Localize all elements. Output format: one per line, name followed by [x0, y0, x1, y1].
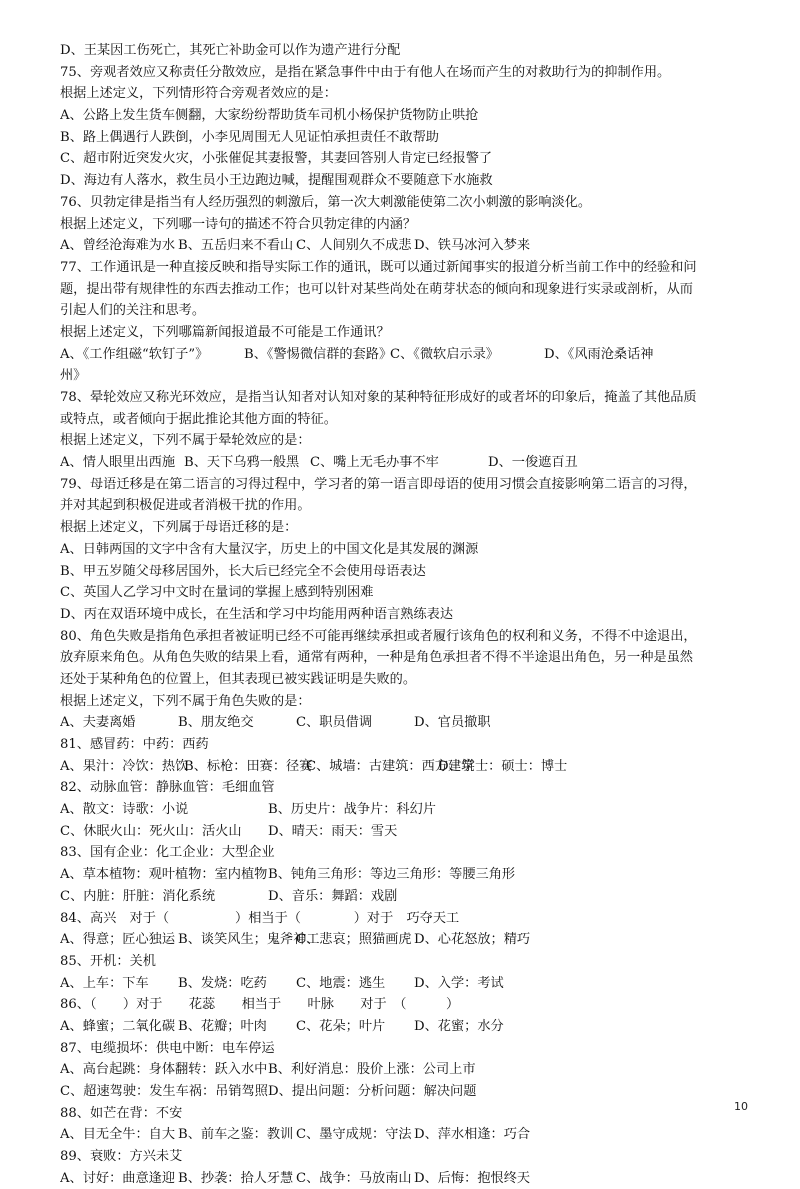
option-text: C、墨守成规：守法	[296, 1127, 412, 1143]
option-text: C、职员借调	[296, 715, 373, 731]
text-line: 根据上述定义，下列不属于晕轮效应的是：	[60, 433, 311, 449]
option-text: A、散文：诗歌：小说	[60, 802, 189, 818]
text-line: 或特点，或者倾向于据此推论其他方面的特征。	[60, 411, 337, 427]
text-line: 引起人们的关注和思考。	[60, 303, 206, 319]
text-line: 86、（ ）对于 花蕊 相当于 叶脉 对于 （ ）	[60, 997, 460, 1013]
text-line: 76、贝勃定律是指当有人经历强烈的刺激后，第一次大刺激能使第二次小刺激的影响淡化。	[60, 194, 592, 210]
text-line: 78、晕轮效应又称光环效应，是指当认知者对认知对象的某种特征形成好的或者坏的印象后，掩盖了其他品质	[60, 390, 697, 405]
text-line: 87、电缆损坏：供电中断：电车停运	[60, 1040, 275, 1056]
option-text: C、超速驾驶：发生车祸：吊销驾照	[60, 1084, 268, 1099]
option-text: D、铁马冰河入梦来	[414, 238, 531, 254]
option-row	[60, 1059, 760, 1081]
text-line: C、超市附近突发火灾，小张催促其妻报警，其妻回答别人肯定已经报警了	[60, 151, 493, 167]
option-row	[60, 1168, 760, 1189]
option-text: C、休眠火山：死火山：活火山	[60, 823, 242, 839]
option-text: D、入学：考试	[414, 975, 504, 991]
option-text: B、朋友绝交	[178, 715, 254, 731]
option-text: D、音乐：舞蹈：戏剧	[268, 888, 398, 904]
text-line: 题，提出带有规律性的东西去推动工作；也可以针对某些尚处在萌芽状态的倾向和现象进行实录或剖析，从而	[60, 281, 693, 297]
option-row	[60, 1081, 760, 1103]
page-number: 10	[734, 1100, 748, 1113]
text-line: 还处于某种角色的位置上，但其表现已被实践证明是失败的。	[60, 671, 417, 687]
text-line: 75、旁观者效应又称责任分散效应，是指在紧急事件中由于有他人在场而产生的对救助行为的抑制作用。	[60, 64, 671, 80]
option-row	[60, 1016, 760, 1038]
text-line: 根据上述定义，下列情形符合旁观者效应的是：	[60, 86, 337, 102]
option-text: C、战争：马放南山	[296, 1170, 412, 1186]
option-text: C、《微软启示录》	[390, 346, 499, 362]
option-text: D、萍水相逢：巧合	[414, 1127, 531, 1143]
text-line: 83、国有企业：化工企业：大型企业	[60, 845, 275, 861]
text-line: 81、感冒药：中药：西药	[60, 737, 209, 752]
text-line: 根据上述定义，下列属于母语迁移的是：	[60, 520, 298, 536]
option-text: D、花蜜；水分	[414, 1018, 504, 1034]
text-line: 80、角色失败是指角色承担者被证明已经不可能再继续承担或者履行该角色的权利和义务，不得不中途退出，	[60, 628, 697, 644]
option-text: B、五岳归来不看山	[178, 238, 294, 254]
option-row	[60, 886, 760, 908]
option-row	[60, 712, 760, 734]
text-line: D、王某因工伤死亡，其死亡补助金可以作为遗产进行分配	[60, 43, 401, 58]
option-text: B、利好消息：股价上涨：公司上市	[268, 1062, 476, 1078]
text-line: 79、母语迁移是在第二语言的习得过程中，学习者的第一语言即母语的使用习惯会直接影响第二语言的习得，	[60, 476, 697, 492]
option-text: A、高台起跳：身体翻转：跃入水中	[60, 1062, 268, 1078]
option-row	[60, 973, 760, 995]
text-line: 根据上述定义，下列哪一诗句的描述不符合贝勃定律的内涵？	[60, 216, 417, 232]
text-line: B、路上偶遇行人跌倒，小李见周围无人见证怕承担责任不敢帮助	[60, 129, 439, 145]
option-text: C、悲哀；照猫画虎	[296, 932, 412, 948]
option-text: B、标枪：田赛：径赛	[184, 758, 313, 774]
option-text: D、一俊遮百丑	[488, 455, 578, 471]
text-line: 根据上述定义，下列不属于角色失败的是：	[60, 693, 311, 709]
option-text: D、晴天：雨天：雪天	[268, 823, 398, 839]
text-line: 州》	[60, 368, 87, 384]
text-line: A、公路上发生货车侧翻，大家纷纷帮助货车司机小杨保护货物防止哄抢	[60, 108, 479, 124]
text-line: D、海边有人落水，救生员小王边跑边喊，提醒围观群众不要随意下水施救	[60, 173, 493, 189]
option-text: A、上车：下车	[60, 975, 149, 991]
text-line: 77、工作通讯是一种直接反映和指导实际工作的通讯，既可以通过新闻事实的报道分析当前工作中的经验和问	[60, 259, 697, 275]
option-text: B、天下乌鸦一般黑	[184, 455, 300, 471]
option-text: D、后悔：抱恨终天	[414, 1170, 531, 1186]
option-text: B、钝角三角形：等边三角形：等腰三角形	[268, 867, 516, 883]
option-text: C、城墙：古建筑：西方建筑	[306, 758, 475, 774]
option-text: A、夫妻离婚	[60, 715, 136, 731]
question-text-block	[60, 40, 760, 1189]
option-row	[60, 452, 760, 474]
option-text: A、情人眼里出西施	[60, 455, 176, 471]
option-text: A、曾经沧海难为水	[60, 238, 176, 254]
option-row	[60, 1124, 760, 1146]
text-line: 89、衰败：方兴未艾	[60, 1149, 183, 1165]
option-text: A、《工作组磁“软钉子”》	[60, 346, 209, 362]
option-text: A、蜂蜜；二氧化碳	[60, 1018, 176, 1034]
text-line: B、甲五岁随父母移居国外，长大后已经完全不会使用母语表达	[60, 563, 426, 579]
option-text: C、花朵；叶片	[296, 1018, 386, 1034]
option-text: A、果汁：冷饮：热饮	[60, 758, 189, 774]
text-line: C、英国人乙学习中文时在量词的掌握上感到特别困难	[60, 585, 374, 601]
option-row	[60, 235, 760, 257]
option-row	[60, 344, 760, 366]
option-text: D、学士：硕士：博士	[438, 758, 568, 774]
option-row	[60, 756, 760, 778]
option-text: A、目无全牛：自大	[60, 1127, 176, 1143]
option-text: D、《风雨沧桑话神	[544, 346, 654, 362]
option-text: A、草本植物：观叶植物：室内植物	[60, 867, 268, 883]
option-text: D、心花怒放；精巧	[414, 932, 531, 948]
option-text: C、嘴上无毛办事不牢	[310, 455, 439, 471]
option-text: A、得意；匠心独运	[60, 932, 176, 948]
option-text: B、抄袭：拾人牙慧	[178, 1170, 294, 1186]
option-row	[60, 799, 760, 821]
text-line: 85、开机：关机	[60, 953, 156, 969]
text-line: 根据上述定义，下列哪篇新闻报道最不可能是工作通讯？	[60, 324, 390, 340]
text-line: 88、如芒在背：不安	[60, 1105, 183, 1121]
option-row	[60, 821, 760, 843]
option-text: B、前车之鉴：教训	[178, 1127, 294, 1143]
option-text: B、历史片：战争片：科幻片	[268, 802, 436, 818]
option-text: C、地震：逃生	[296, 975, 386, 991]
text-line: 放弃原来角色。从角色失败的结果上看，通常有两种，一种是角色承担者不得不半途退出角色，另一种是虽然	[60, 650, 693, 666]
text-line: 并对其起到积极促进或者消极干扰的作用。	[60, 498, 311, 514]
option-text: C、内脏：肝脏：消化系统	[60, 888, 216, 904]
option-row	[60, 929, 760, 951]
text-line: D、丙在双语环境中成长，在生活和学习中均能用两种语言熟练表达	[60, 606, 454, 622]
option-text: D、官员撤职	[414, 715, 491, 731]
option-text: D、提出问题：分析问题：解决问题	[268, 1084, 477, 1099]
option-text: C、人间别久不成悲	[296, 238, 412, 254]
option-text: B、《警惕微信群的套路》	[244, 346, 393, 362]
option-text: B、发烧：吃药	[178, 975, 267, 991]
option-text: B、谈笑风生；鬼斧神工	[178, 932, 320, 948]
text-line: 84、高兴 对于（ ）相当于（ ）对于 巧夺天工	[60, 910, 460, 926]
text-line: 82、动脉血管：静脉血管：毛细血管	[60, 780, 275, 796]
text-line: A、日韩两国的文字中含有大量汉字，历史上的中国文化是其发展的渊源	[60, 541, 479, 557]
option-text: B、花瓣；叶肉	[178, 1018, 267, 1034]
option-row	[60, 864, 760, 886]
option-text: A、讨好：曲意逢迎	[60, 1170, 176, 1186]
